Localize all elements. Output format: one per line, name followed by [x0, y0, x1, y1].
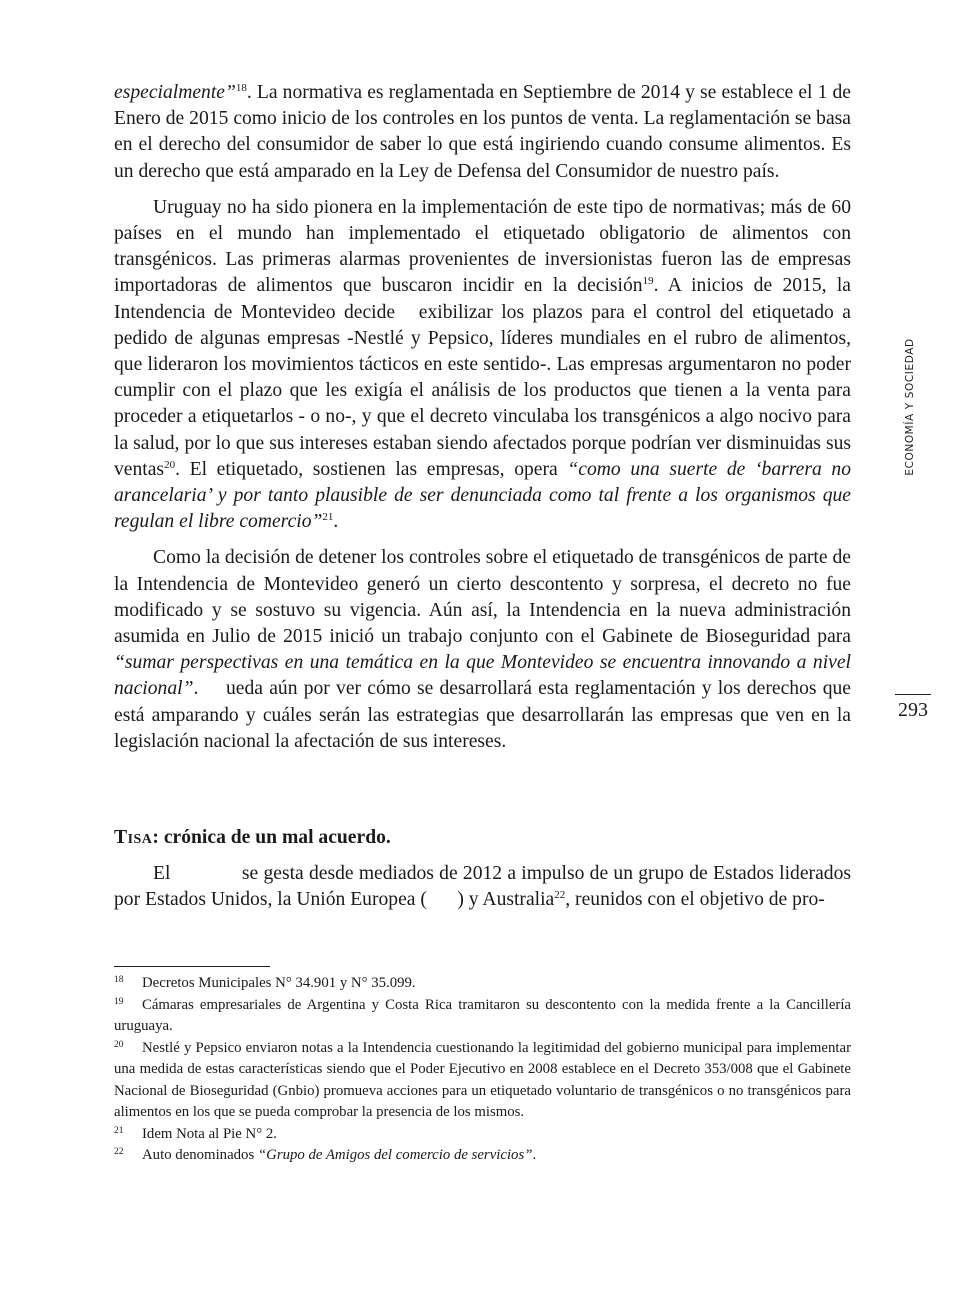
paragraph-text: . El etiquetado, sostienen las empresas, opera: [175, 458, 568, 480]
paragraph-text: .: [333, 511, 339, 533]
footnotes: [114, 973, 851, 1167]
footnote-text: Decretos Municipales N° 34.901 y N° 35.099.: [142, 975, 416, 991]
footnote: 22 Auto denominados “Grupo de Amigos del comercio de servicios”.: [114, 1147, 537, 1163]
footnote-ref[interactable]: 20: [164, 458, 176, 471]
footnote-divider: [114, 966, 270, 967]
paragraph-text: Como la decisión de detener los controles sobre el etiquetado de transgénicos de parte de la Intendencia de Montevideo generó un cierto descontento y sorpresa, el decreto no fue modificado y se sostuvo su vigencia. Aún así, la Intendencia en la nueva administración asumida en Julio de 2015 inició un trabajo conjunto con el Gabinete de Bioseguridad para: [114, 547, 851, 648]
body-text: [114, 80, 851, 924]
footnote-text: Nestlé y Pepsico enviaron notas a la Intendencia cuestionando la legitimidad del gobierno municipal para implementar una medida de estas características siendo que el Poder Ejecutivo en 2008 establece en el Decreto 353/008 que el Gabinete Nacional de Bioseguridad (Gnbio) promueva acciones para un etiquetado voluntario de transgénicos o no transgénicos para alimentos en los que se pueda comprobar la presencia de los mismos.: [114, 1039, 851, 1120]
paragraph-3: [114, 545, 851, 755]
side-label-text: ECONOMÍA Y SOCIEDAD: [904, 338, 916, 476]
footnote-text: Idem Nota al Pie N° 2.: [142, 1125, 277, 1142]
heading-smallcaps: Tisa: [114, 827, 153, 849]
footnote-ref[interactable]: 19: [642, 275, 654, 288]
section-heading: [114, 825, 851, 851]
paragraph-text: , reunidos con el objetivo de pro-: [565, 889, 825, 911]
page-number-rule: [895, 694, 931, 695]
footnote-text: .: [532, 1147, 537, 1163]
footnote: 18 Decretos Municipales N° 34.901 y N° 35.099.: [114, 975, 416, 991]
footnote-text: Cámaras empresariales de Argentina y Costa Rica tramitaron su descontento con la medida frente a la Cancillería uruguaya.: [114, 996, 851, 1034]
paragraph-1: [114, 80, 851, 185]
heading-text: : crónica de un mal acuerdo.: [152, 827, 391, 849]
footnote-ref[interactable]: 22: [554, 889, 566, 902]
footnote-ref[interactable]: 21: [322, 511, 334, 524]
page-number: 293: [898, 699, 928, 721]
paragraph-text: . La normativa es reglamentada en Septiembre de 2014 y se establece el 1 de Enero de 2015 como inicio de los controles en los puntos de venta. La reglamentación se basa en el derecho del consumidor de saber lo que está ingiriendo cuando consume alimentos. Es un derecho que está amparado en la Ley de Defensa del Consumidor de nuestro país.: [114, 82, 851, 182]
italic-lead: especialmente”: [114, 82, 236, 103]
paragraph-text: Uruguay no ha sido pionera en la implementación de este tipo de normativas; más de 60 países en el mundo han implementado el etiquetado obligatorio de alimentos con transgénicos. Las primeras alarmas provenientes de inversionistas fueron las de empresas importadoras de alimentos que buscaron incidir en la decisión: [114, 196, 851, 297]
footnote-text: Auto denominados: [142, 1147, 258, 1163]
footnote-ref[interactable]: 18: [235, 82, 247, 94]
paragraph-text: .   ueda aún por ver cómo se desarrollará esta reglamentación y los derechos que está amparando y cuáles serán las estrategias que desarrollarán las empresas que ven en la legislación nacional la afectación de sus intereses.: [114, 678, 851, 752]
quotation: “como una suerte de ‘barrera no arancelaria’ y por tanto plausible de ser denunciada como tal frente a los organismos que regulan el libre comercio”: [114, 458, 852, 533]
footnote: 20 Nestlé y Pepsico enviaron notas a la Intendencia cuestionando la legitimidad del gobierno municipal para implementar una medida de estas características siendo que el Poder Ejecutivo en 2008 establece en el Decreto 353/008 que el Gabinete Nacional de Bioseguridad (Gnbio) promueva acciones para un etiquetado voluntario de transgénicos o no transgénicos para alimentos en los que se pueda comprobar la presencia de los mismos.: [114, 1039, 851, 1120]
paragraph-4: [114, 861, 851, 913]
footnote-italic: “Grupo de Amigos del comercio de servicios”: [257, 1147, 533, 1163]
paragraph-text: . A inicios de 2015, la Intendencia de Montevideo decide  exibilizar los plazos para el control del etiquetado a pedido de algunas empresas -Nestlé y Pepsico, líderes mundiales en el rubro de alimentos, que lideraron los movimientos tácticos en este sentido-. Las empresas argumentaron no poder cumplir con el plazo que les exigía el análisis de los productos que tienen a la venta para proceder a etiquetarlos - o no-, y que el decreto vinculaba los transgénicos a algo nocivo para la salud, por lo que sus intereses estaban siendo afectados porque podrían ver disminuidas sus ventas: [114, 275, 851, 480]
footnote: 21 Idem Nota al Pie N° 2.: [114, 1125, 277, 1142]
quotation: “sumar perspectivas en una temática en la que Montevideo se encuentra innovando a nivel nacional”: [114, 652, 851, 700]
paragraph-text: El      se gesta desde mediados de 2012 a impulso de un grupo de Estados liderados por Estados Unidos, la Unión Europea (  ) y Australia: [114, 863, 851, 911]
section-side-label: [901, 331, 919, 483]
footnote: 19 Cámaras empresariales de Argentina y Costa Rica tramitaron su descontento con la medida frente a la Cancillería uruguaya.: [114, 996, 851, 1034]
paragraph-2: [114, 195, 851, 536]
